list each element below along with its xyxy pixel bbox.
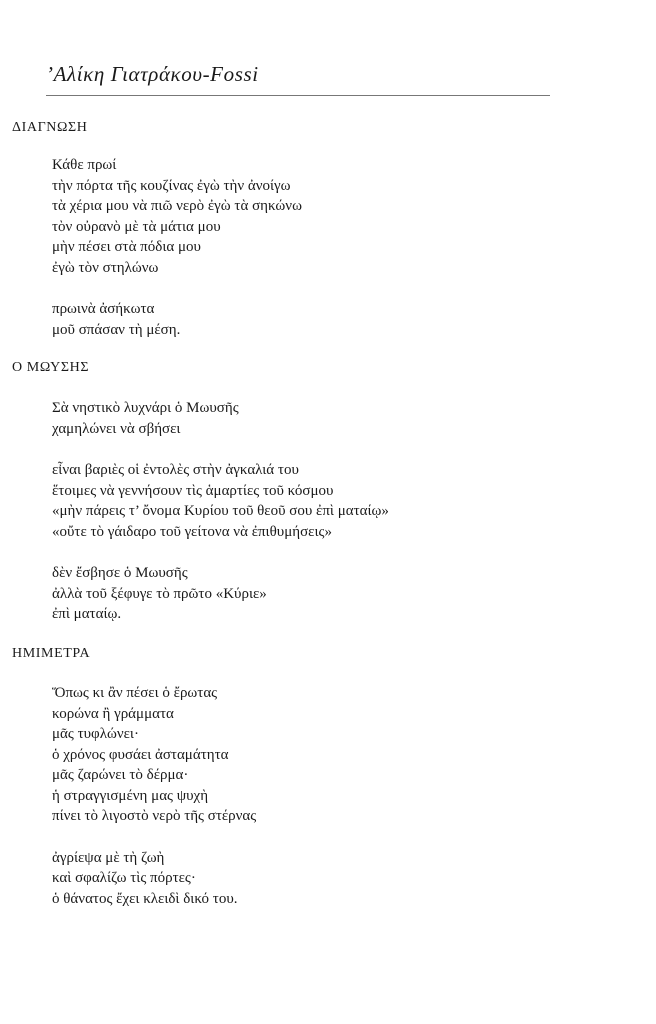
poem-line: «οὔτε τὸ γάιδαρο τοῦ γείτονα νὰ ἐπιθυμήσεις» [52, 523, 332, 540]
stanza [52, 563, 389, 625]
author-name: ’Αλίκη Γιατράκου-Fossi [46, 62, 259, 86]
stanza [52, 460, 389, 542]
poem-line: μοῦ σπάσαν τὴ μέση. [52, 321, 181, 338]
poem-line: Κάθε πρωί [52, 157, 117, 173]
poem-line: μᾶς ζαρώνει τὸ δέρμα· [52, 767, 189, 783]
poem-diagnosi [52, 155, 302, 361]
stanza [52, 155, 302, 278]
poem-line: ἐπὶ ματαίῳ. [52, 606, 122, 622]
poem-line: τὸν οὐρανὸ μὲ τὰ μάτια μου [52, 218, 221, 235]
poem-line: καὶ σφαλίζω τὶς πόρτες· [52, 870, 196, 886]
poem-title-diagnosi: ΔΙΑΓΝΩΣΗ [12, 120, 88, 135]
poem-line: πίνει τὸ λιγοστὸ νερὸ τῆς στέρνας [52, 808, 257, 824]
poem-line: ἕτοιμες νὰ γεννήσουν τὶς ἁμαρτίες τοῦ κόσμου [52, 482, 334, 499]
poem-line: χαμηλώνει νὰ σβήσει [52, 420, 181, 437]
stanza [52, 848, 256, 910]
poem-line: ἡ στραγγισμένη μας ψυχὴ [52, 787, 209, 804]
poem-line: τὴν πόρτα τῆς κουζίνας ἐγὼ τὴν ἀνοίγω [52, 177, 291, 194]
stanza [52, 398, 389, 439]
poem-imimetra [52, 683, 256, 930]
poem-line: ἀλλὰ τοῦ ξέφυγε τὸ πρῶτο «Κύριε» [52, 585, 267, 602]
poem-moysis [52, 398, 389, 646]
poem-line: εἶναι βαριὲς οἱ ἐντολὲς στὴν ἀγκαλιά του [52, 462, 299, 478]
poem-line: κορώνα ἢ γράμματα [52, 705, 174, 722]
poem-line: μὴν πέσει στὰ πόδια μου [52, 239, 201, 255]
stanza [52, 299, 302, 340]
author-divider [46, 95, 550, 96]
poem-title-moysis: Ο ΜΩΥΣΗΣ [12, 360, 90, 375]
poem-line: ὁ χρόνος φυσάει ἀσταμάτητα [52, 746, 229, 763]
poem-line: δὲν ἔσβησε ὁ Μωυσῆς [52, 565, 188, 581]
poem-line: ἐγὼ τὸν στηλώνω [52, 259, 159, 276]
stanza [52, 683, 256, 827]
poem-line: «μὴν πάρεις τ’ ὄνομα Κυρίου τοῦ θεοῦ σου ἐπὶ ματαίῳ» [52, 503, 389, 519]
poem-title-imimetra: ΗΜΙΜΕΤΡΑ [12, 646, 91, 661]
poem-line: ἀγρίεψα μὲ τὴ ζωὴ [52, 849, 165, 866]
poem-line: πρωινὰ ἀσήκωτα [52, 301, 155, 317]
poem-line: ὁ θάνατος ἔχει κλειδὶ δικό του. [52, 890, 238, 907]
poem-line: Ὅπως κι ἂν πέσει ὁ ἔρωτας [52, 685, 218, 701]
poem-line: μᾶς τυφλώνει· [52, 726, 139, 742]
poem-line: τὰ χέρια μου νὰ πιῶ νερὸ ἐγὼ τὰ σηκώνω [52, 198, 302, 214]
poem-line: Σὰ νηστικὸ λυχνάρι ὁ Μωυσῆς [52, 400, 239, 416]
